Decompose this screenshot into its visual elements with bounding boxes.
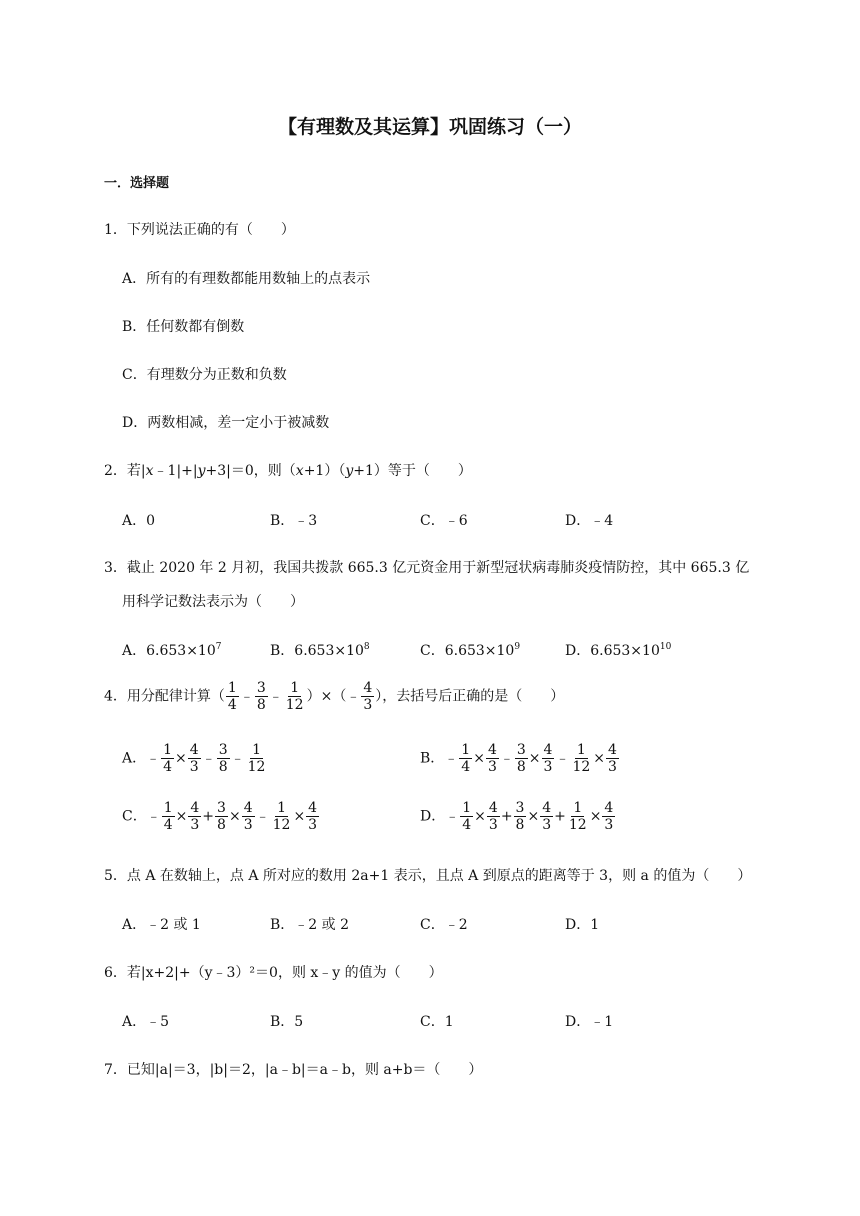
q2-option-c: C．﹣6 [420,513,468,529]
q6-option-d: D．﹣1 [565,1014,614,1030]
q1-option-b: B．任何数都有倒数 [122,319,245,335]
question-2: 2．若|x﹣1|+|y+3|＝0，则（x+1）（y+1）等于（ ） [104,463,472,479]
question-1: 1．下列说法正确的有（ ） [104,222,295,238]
q5-option-c: C．﹣2 [420,917,468,933]
question-4: 4．用分配律计算（ $\frac{1}{4}$ ﹣ $\frac{3}{8}$ ﹣ $\frac{1}{12}$ ）×（﹣ $\frac{4}{3}$ ），去括号后正确的是（ ） [104,680,565,713]
q6-option-c: C．1 [420,1014,454,1030]
q1-option-c: C．有理数分为正数和负数 [122,367,287,383]
q2-option-b: B．﹣3 [270,513,318,529]
question-7: 7．已知|a|＝3，|b|＝2，|a﹣b|＝a﹣b，则 a+b＝（ ） [104,1062,483,1078]
question-6: 6．若|x+2|+（y﹣3）²＝0，则 x﹣y 的值为（ ） [104,965,443,981]
q3-option-d: D．$6.653\times 10^{10}$ [565,642,672,659]
q3-option-a: A．$6.653\times 10^7$ [122,642,222,659]
q6-option-b: B．5 [270,1014,304,1030]
question-3-line-1: 3．截止 2020 年 2 月初，我国共拨款 665.3 亿元资金用于新型冠状病毒肺炎疫情防控，其中 665.3 亿 [104,560,750,576]
q5-option-b: B．﹣2 或 2 [270,917,350,933]
q1-option-a: A．所有的有理数都能用数轴上的点表示 [122,271,371,287]
q1-option-d: D．两数相减，差一定小于被减数 [122,415,330,431]
question-3-line-2: 用科学记数法表示为（ ） [122,594,304,610]
q3-option-b: B．$6.653\times 10^8$ [270,642,370,659]
question-5: 5．点 A 在数轴上，点 A 所对应的数用 2a+1 表示，且点 A 到原点的距离等于 3，则 a 的值为（ ） [104,868,752,884]
q5-option-a: A．﹣2 或 1 [122,917,201,933]
q5-option-d: D．1 [565,917,600,933]
q6-option-a: A．﹣5 [122,1014,170,1030]
q3-option-c: C．$6.653\times 10^9$ [420,642,521,659]
q4-option-d: D．﹣ $\frac{1}{4}$ × $\frac{4}{3}$ + $\frac{3}{8}$ × $\frac{4}{3}$ + $\frac{1}{12}$ × $\frac{4}{3}$ [420,800,614,833]
section-heading: 一．选择题 [104,176,170,191]
q4-option-b: B．﹣ $\frac{1}{4}$ × $\frac{4}{3}$ ﹣ $\frac{3}{8}$ × $\frac{4}{3}$ ﹣ $\frac{1}{12}$ × $\frac{4}{3}$ [420,742,617,775]
page-title: 【有理数及其运算】巩固练习（一） [277,116,582,138]
q4-option-a: A．﹣ $\frac{1}{4}$ × $\frac{4}{3}$ ﹣ $\frac{3}{8}$ ﹣ $\frac{1}{12}$ [122,742,266,775]
q2-option-d: D．﹣4 [565,513,614,529]
q2-option-a: A．0 [122,513,156,529]
q4-option-c: C．﹣ $\frac{1}{4}$ × $\frac{4}{3}$ + $\frac{3}{8}$ × $\frac{4}{3}$ ﹣ $\frac{1}{12}$ × $\frac{4}{3}$ [122,800,318,833]
